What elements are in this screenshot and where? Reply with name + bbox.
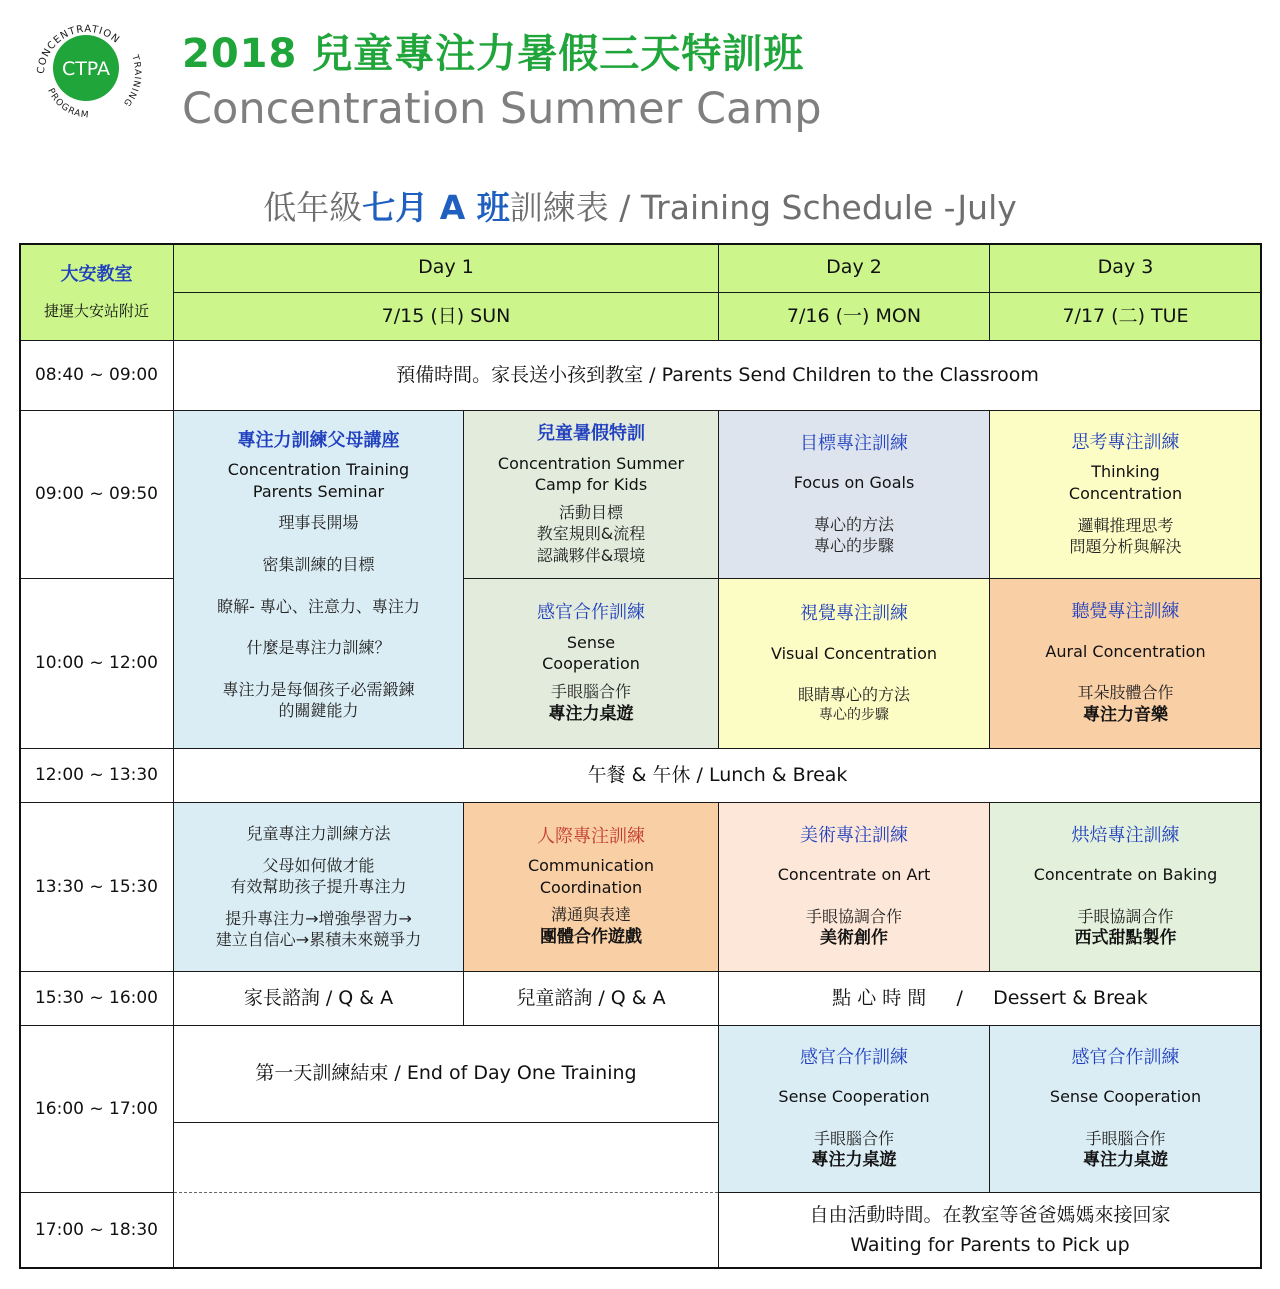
method-item: 父母如何做才能 (262, 855, 375, 875)
location-cell (19, 243, 174, 341)
art-en: Concentrate on Art (777, 865, 931, 885)
pickup-chinese: 自由活動時間。在教室等爸爸媽媽來接回家 (809, 1203, 1171, 1226)
goals-cell (718, 410, 990, 579)
thinking-title: 思考專注訓練 (1071, 432, 1180, 454)
kids-camp-title: 兒童暑假特訓 (537, 423, 645, 445)
communication-cell (463, 802, 719, 972)
aural-item-bold: 專注力音樂 (1083, 704, 1168, 725)
thinking-en-line1: Thinking (1091, 462, 1160, 482)
location-name: 大安教室 (60, 263, 133, 285)
page-title-english: Concentration Summer Camp (182, 84, 822, 134)
goals-title: 目標專注訓練 (800, 432, 908, 454)
logo-ring-top: CONCENTRATION (35, 23, 122, 75)
day3-date: 7/17 (二) TUE (989, 292, 1262, 341)
visual-title: 視覺專注訓練 (800, 603, 908, 625)
dessert-break-cell: 點 心 時 間 / Dessert & Break (718, 971, 1262, 1026)
sense-item: 手眼腦合作 (550, 681, 631, 701)
arrival-row: 預備時間。家長送小孩到教室 / Parents Send Children to the Classroom (173, 340, 1262, 411)
sense-title: 感官合作訓練 (537, 602, 645, 624)
page-title-chinese: 2018 兒童專注力暑假三天特訓班 (182, 31, 805, 77)
seminar-en-line2: Parents Seminar (252, 481, 385, 501)
kids-camp-item: 教室規則&流程 (536, 524, 646, 544)
logo-ring-left: PROGRAM (45, 86, 90, 121)
logo-text: CTPA (61, 58, 111, 80)
aural-en: Aural Concentration (1045, 641, 1206, 661)
seminar-title: 專注力訓練父母講座 (237, 430, 400, 451)
thinking-cell (989, 410, 1262, 579)
art-item: 手眼協調合作 (805, 906, 902, 926)
child-qa-cell: 兒童諮詢 / Q & A (463, 971, 719, 1026)
location-sub: 捷運大安站附近 (43, 302, 149, 321)
thinking-en-line2: Concentration (1068, 484, 1183, 504)
pickup-english: Waiting for Parents to Pick up (850, 1233, 1130, 1256)
baking-en: Concentrate on Baking (1033, 865, 1218, 885)
communication-en-line1: Communication (527, 856, 655, 876)
sense-en-line1: Sense (566, 632, 616, 652)
sense-cooperation-cell (463, 578, 719, 749)
visual-cell (718, 578, 990, 749)
aural-cell (989, 578, 1262, 749)
visual-item: 專心的步驟 (819, 706, 889, 723)
method-item: 提升專注力→增強學習力→ (225, 908, 412, 928)
sense2-item-bold: 專注力桌遊 (811, 1150, 897, 1171)
sense2-title: 感官合作訓練 (800, 1046, 908, 1068)
thinking-item: 問題分析與解決 (1069, 537, 1182, 557)
time-slot: 08:40 ~ 09:00 (19, 340, 174, 411)
parent-qa-cell: 家長諮詢 / Q & A (173, 971, 464, 1026)
day1-header: Day 1 (173, 243, 719, 293)
sense-cooperation-day3-cell (989, 1025, 1262, 1193)
dashed-divider (174, 1192, 718, 1193)
goals-en: Focus on Goals (793, 473, 915, 493)
time-slot: 16:00 ~ 17:00 (19, 1025, 174, 1193)
time-slot: 09:00 ~ 09:50 (19, 410, 174, 579)
time-slot: 17:00 ~ 18:30 (19, 1192, 174, 1269)
time-slot: 10:00 ~ 12:00 (19, 578, 174, 749)
seminar-item: 的關鍵能力 (278, 701, 359, 721)
communication-en-line2: Coordination (539, 877, 643, 897)
seminar-item: 密集訓練的目標 (262, 555, 375, 575)
parents-seminar-cell (173, 410, 464, 749)
seminar-item: 理事長開場 (278, 513, 359, 533)
aural-title: 聽覺專注訓練 (1071, 601, 1180, 623)
sense3-item-bold: 專注力桌遊 (1083, 1150, 1168, 1171)
art-cell (718, 802, 990, 972)
sense-en-line2: Cooperation (542, 654, 640, 674)
end-day1-cell: 第一天訓練結束 / End of Day One Training (173, 1025, 719, 1123)
kids-camp-item: 認識夥伴&環境 (536, 546, 646, 566)
subtitle-suffix: 訓練表 / Training Schedule -July (509, 188, 1017, 227)
method-item: 有效幫助孩子提升專注力 (230, 877, 407, 897)
art-item-bold: 美術創作 (820, 928, 888, 949)
method-item: 兒童專注力訓練方法 (246, 824, 391, 844)
empty-cell (173, 1192, 719, 1269)
kids-camp-en-line1: Concentration Summer (497, 453, 685, 473)
baking-title: 烘焙專注訓練 (1071, 824, 1180, 846)
seminar-en-line1: Concentration Training (227, 460, 410, 480)
day3-header: Day 3 (989, 243, 1262, 293)
seminar-item: 什麼是專注力訓練？ (246, 638, 391, 658)
sense-cooperation-day2-cell (718, 1025, 990, 1193)
communication-item: 溝通與表達 (550, 905, 631, 925)
kids-camp-en-line2: Camp for Kids (534, 475, 648, 495)
seminar-item: 專注力是每個孩子必需鍛鍊 (222, 679, 415, 699)
kids-camp-item: 活動目標 (558, 502, 623, 522)
communication-item-bold: 團體合作遊戲 (540, 927, 642, 948)
lunch-row: 午餐 & 午休 / Lunch & Break (173, 748, 1262, 803)
subtitle-prefix: 低年級 (263, 188, 363, 227)
goals-item: 專心的方法 (813, 514, 894, 534)
sense3-item: 手眼腦合作 (1085, 1128, 1166, 1148)
baking-item: 手眼協調合作 (1077, 906, 1174, 926)
seminar-item: 瞭解- 專心、注意力、專注力 (217, 596, 420, 616)
training-method-cell (173, 802, 464, 972)
logo-ring-right: TRAINING (120, 53, 142, 109)
sense3-en: Sense Cooperation (1049, 1087, 1202, 1107)
day2-header: Day 2 (718, 243, 990, 293)
baking-item-bold: 西式甜點製作 (1074, 928, 1177, 949)
thinking-item: 邏輯推理思考 (1077, 515, 1174, 535)
sense2-item: 手眼腦合作 (813, 1128, 894, 1148)
sense2-en: Sense Cooperation (778, 1087, 930, 1107)
visual-en: Visual Concentration (770, 643, 938, 663)
kids-camp-cell (463, 410, 719, 579)
day1-date: 7/15 (日) SUN (173, 292, 719, 341)
aural-item: 耳朵肢體合作 (1077, 683, 1174, 703)
time-slot: 15:30 ~ 16:00 (19, 971, 174, 1026)
sense-item-bold: 專注力桌遊 (548, 703, 634, 724)
method-item: 建立自信心→累積未來競爭力 (215, 930, 422, 950)
time-slot: 12:00 ~ 13:30 (19, 748, 174, 803)
sense3-title: 感官合作訓練 (1071, 1046, 1180, 1068)
subtitle-class-name: 七月 A 班 (362, 188, 510, 227)
day2-date: 7/16 (一) MON (718, 292, 990, 341)
communication-title: 人際專注訓練 (537, 825, 645, 847)
visual-item: 眼睛專心的方法 (797, 685, 910, 705)
goals-item: 專心的步驟 (813, 536, 894, 556)
baking-cell (989, 802, 1262, 972)
empty-cell (173, 1122, 719, 1193)
pickup-cell (718, 1192, 1262, 1269)
time-slot: 13:30 ~ 15:30 (19, 802, 174, 972)
art-title: 美術專注訓練 (800, 824, 908, 846)
